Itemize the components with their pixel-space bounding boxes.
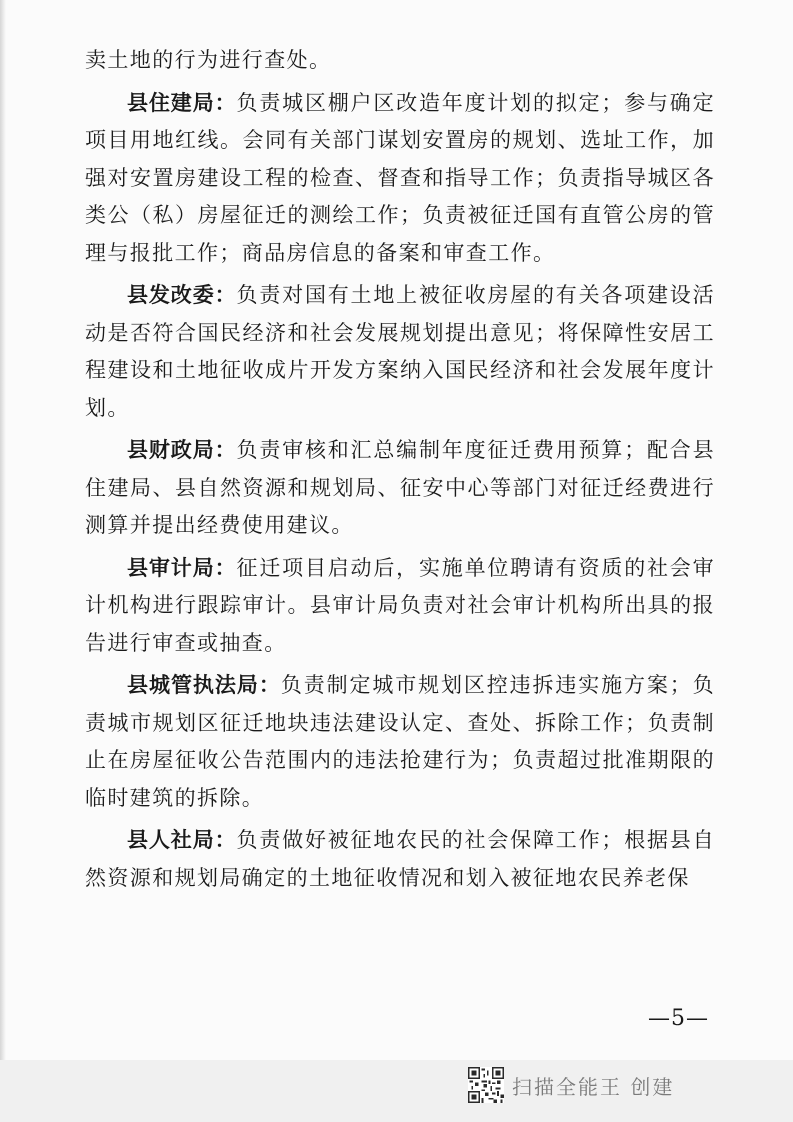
- paragraph-development-reform-commission: [85, 277, 715, 427]
- document-body: [85, 42, 715, 897]
- page-edge-shadow: [0, 0, 6, 1060]
- qr-code-icon: [468, 1067, 504, 1103]
- scanner-watermark: [468, 1066, 674, 1104]
- watermark-text: 扫描全能王 创建: [512, 1074, 675, 1099]
- department-heading: 县人社局：: [127, 828, 237, 852]
- paragraph-audit-bureau: [85, 550, 715, 663]
- paragraph-urban-management-bureau: [85, 667, 715, 817]
- department-heading: 县审计局：: [127, 555, 237, 580]
- paragraph-text: 负责审核和汇总编制年度征迁费用预算；配合县住建局、县自然资源和规划局、征安中心等部门对征迁经费进行测算并提出经费使用建议。: [85, 438, 716, 537]
- paragraph-text: 卖土地的行为进行查处。: [85, 48, 332, 72]
- paragraph-continuation: [85, 42, 715, 80]
- department-heading: 县发改委：: [127, 283, 237, 307]
- paragraph-human-resources-bureau: [85, 822, 715, 897]
- paragraph-housing-bureau: [85, 85, 715, 273]
- page-number: —5—: [648, 1006, 709, 1031]
- paragraph-text: 负责对国有土地上被征收房屋的有关各项建设活动是否符合国民经济和社会发展规划提出意见；将保障性安居工程建设和土地征收成片开发方案纳入国民经济和社会发展年度计划。: [85, 283, 716, 420]
- paragraph-text: 负责制定城市规划区控违拆违实施方案；负责城市规划区征迁地块违法建设认定、查处、拆除工作；负责制止在房屋征收公告范围内的违法抢建行为；负责超过批准期限的临时建筑的拆除。: [85, 673, 716, 810]
- paragraph-text: 负责城区棚户区改造年度计划的拟定；参与确定项目用地红线。会同有关部门谋划安置房的规划、选址工作，加强对安置房建设工程的检查、督查和指导工作；负责指导城区各类公（私）房屋征迁的测绘工作；负责被征迁国有直管公房的管理与报批工作；商品房信息的备案和审查工作。: [85, 90, 716, 265]
- paragraph-text: 征迁项目启动后，实施单位聘请有资质的社会审计机构进行跟踪审计。县审计局负责对社会审计机构所出具的报告进行审查或抽查。: [85, 555, 716, 655]
- paragraph-finance-bureau: [85, 432, 715, 545]
- department-heading: 县财政局：: [127, 438, 237, 462]
- department-heading: 县城管执法局：: [127, 673, 281, 697]
- paragraph-text: 负责做好被征地农民的社会保障工作；根据县自然资源和规划局确定的土地征收情况和划入被征地农民养老保: [85, 828, 716, 890]
- department-heading: 县住建局：: [127, 90, 237, 115]
